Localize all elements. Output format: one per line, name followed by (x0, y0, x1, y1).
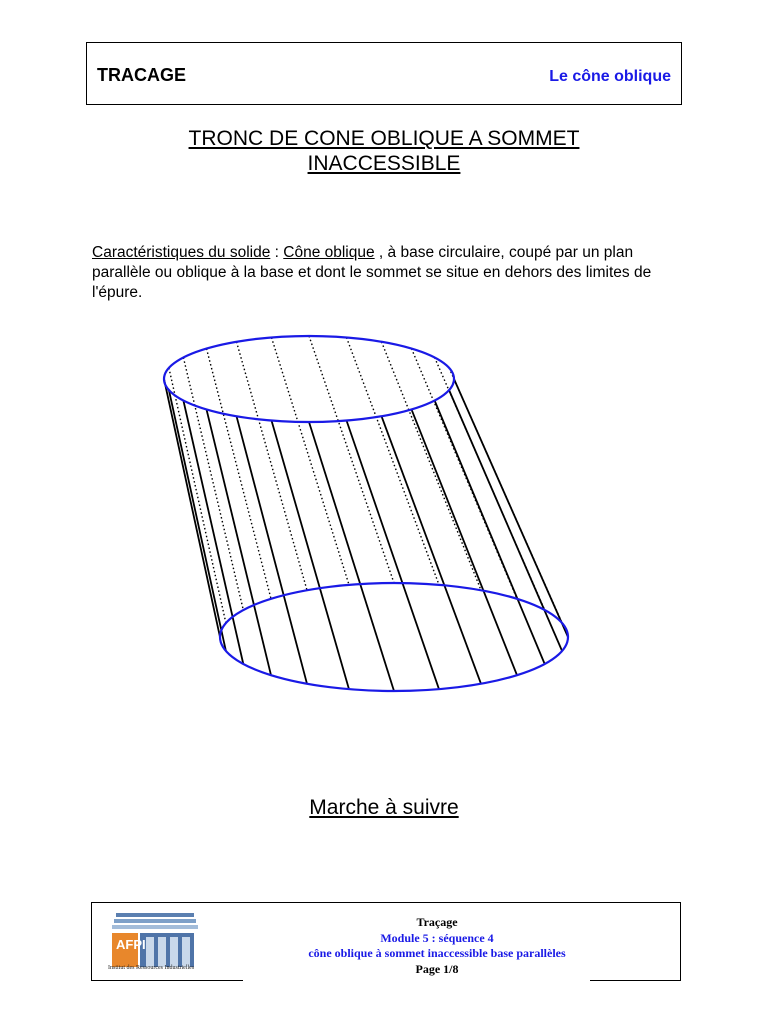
footer-page-number: 1/8 (443, 961, 459, 976)
logo-text: AFPI (116, 937, 146, 952)
generator-line (237, 416, 308, 684)
header-right-title: Le cône oblique (549, 68, 671, 85)
generator-line (435, 401, 545, 665)
footer-line3: cône oblique à sommet inaccessible base parallèles (308, 946, 566, 960)
top-ellipse (164, 336, 454, 422)
generator-line (164, 379, 220, 637)
footer-bottom-line-right (590, 980, 680, 981)
section-title: Marche à suivre (309, 796, 459, 819)
generator-line (309, 422, 394, 691)
hidden-generator-line (207, 349, 272, 599)
footer-box (91, 902, 681, 981)
hidden-generator-line (382, 342, 482, 590)
footer-bottom-line-left (91, 980, 243, 981)
characteristics-label: Caractéristiques du solide (92, 244, 271, 261)
hidden-generator-line (183, 358, 243, 611)
generator-line (169, 390, 226, 651)
generator-line (382, 416, 482, 684)
solid-type: Cône oblique (283, 244, 375, 261)
footer-line2: Module 5 : séquence 4 (380, 930, 494, 945)
generator-line (347, 421, 440, 690)
header-left-title: TRACAGE (97, 65, 186, 85)
logo-caption: Institut des Ressources Industrielles (108, 965, 195, 971)
page-title-line2: INACCESSIBLE (307, 152, 461, 175)
characteristics-description: , à base circulaire, coupé par un plan parallèle ou oblique à la base et dont le sommet se situe en dehors des limites de l'épure. (92, 244, 652, 301)
footer-page (242, 962, 632, 978)
footer-page-label: Page (415, 961, 444, 976)
generator-line (449, 390, 562, 651)
characteristics-separator: : (270, 244, 284, 261)
generator-lines-visible (164, 379, 568, 691)
page-title-line1: TRONC DE CONE OBLIQUE A SOMMET (188, 127, 580, 150)
footer-line1: Traçage (416, 915, 458, 929)
generator-line (412, 409, 518, 675)
generator-lines-hidden (169, 336, 562, 623)
bottom-ellipse (220, 583, 568, 691)
footer-text (242, 915, 632, 977)
